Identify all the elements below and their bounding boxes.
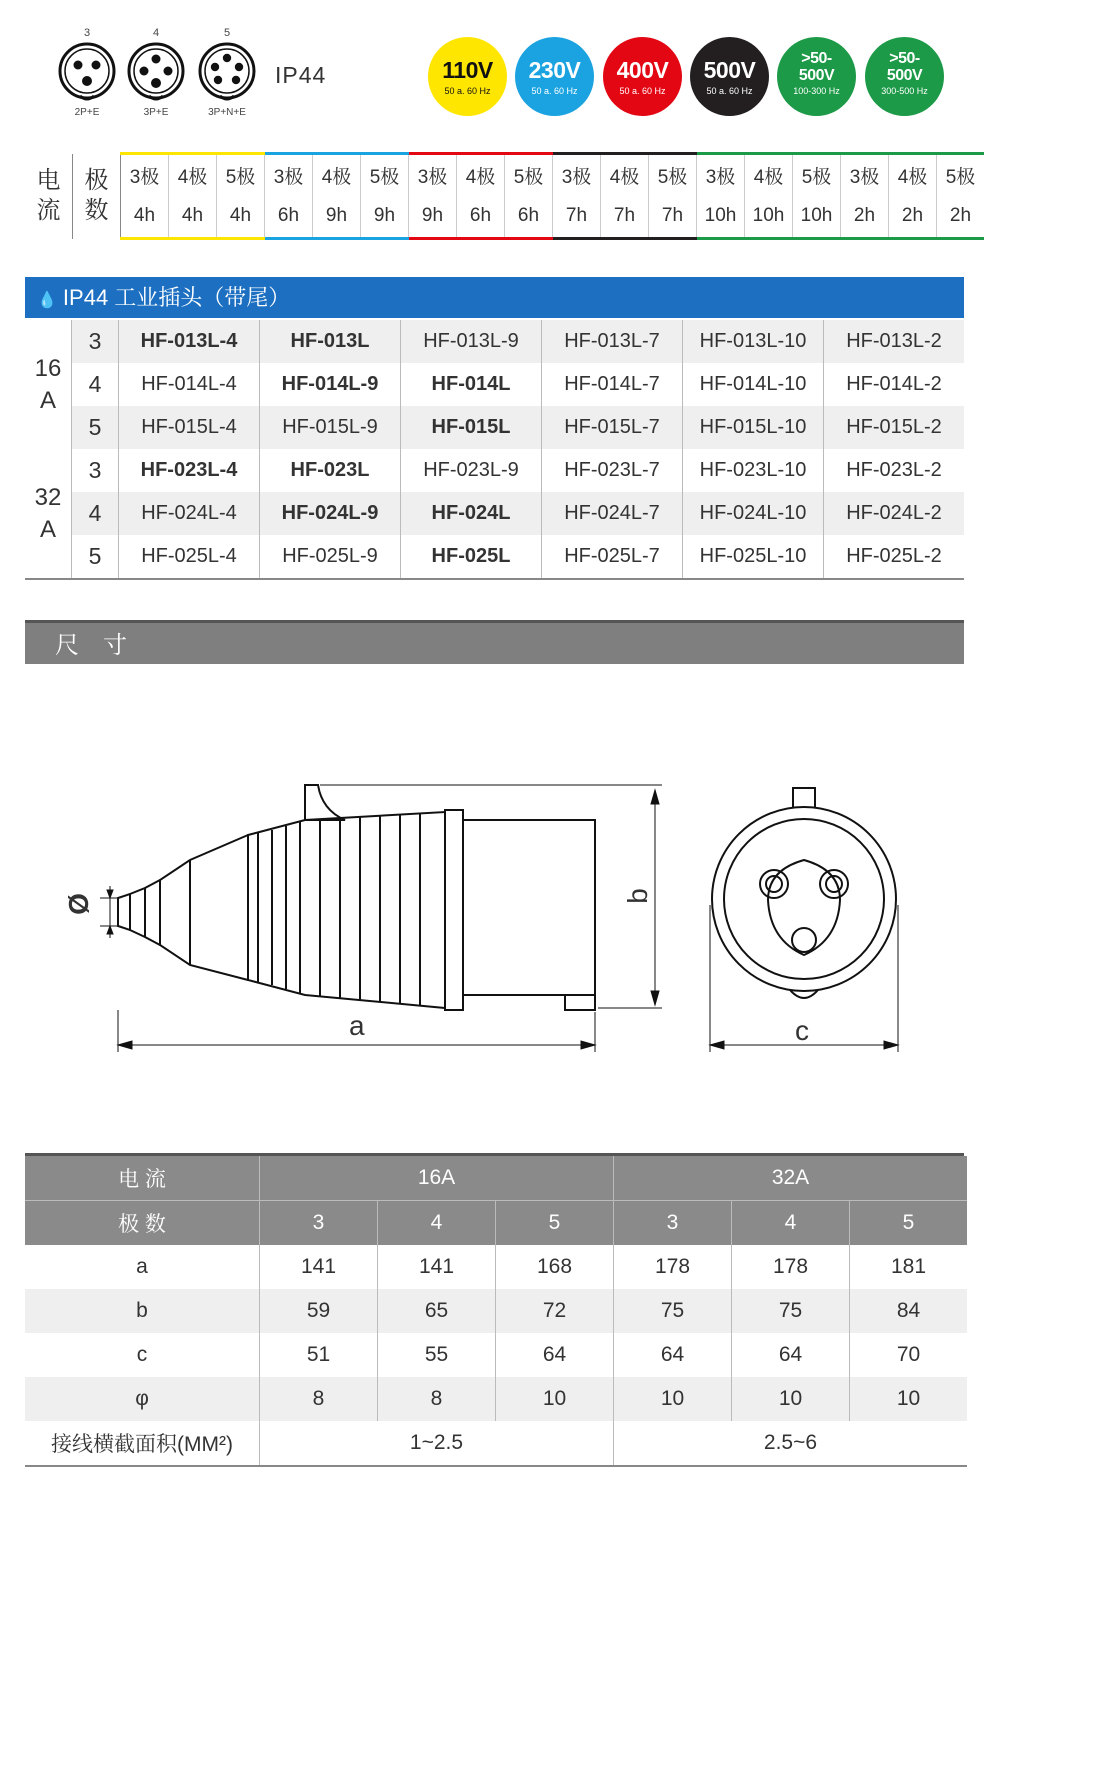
section-header-dimensions [25,620,964,664]
value-cell: 10 [732,1377,850,1421]
frequency-label: 50 a. 60 Hz [706,86,753,96]
pole-header: 5 [496,1201,614,1246]
model-cell: HF-024L-2 [824,492,965,535]
hour-cell: 2h [889,195,937,239]
row-label: b [25,1289,260,1333]
voltage-label: 230V [528,57,581,83]
value-cell: 51 [306,1343,331,1366]
hour-cell: 7h [601,195,649,239]
ip-rating: IP44 [275,62,327,88]
hour-cell: 9h [313,195,361,239]
pole-count: 3 [72,449,119,492]
table-row [25,363,964,406]
plug-tail [118,880,160,945]
pole-cell: 3极 [121,154,169,196]
pin-5 [187,26,267,118]
voltage-400v [603,37,682,116]
value-cell: 141 [300,1255,337,1278]
model-cell: HF-014L-2 [824,363,965,406]
value-cell: 8 [260,1377,378,1421]
pole-cell: 3极 [697,154,745,196]
pin-caption: 2P+E [74,107,100,118]
frequency-label: 50 a. 60 Hz [444,86,491,96]
model-cell: HF-023L [260,449,401,492]
hour-cell: 9h [409,195,457,239]
wire-label: 接线横截面积(MM²) [25,1421,260,1466]
table-row [25,1245,967,1289]
voltage-label: 400V [616,57,669,83]
pole-header: 4 [732,1201,850,1246]
model-cell: HF-023L-2 [824,449,965,492]
hour-cell: 9h [361,195,409,239]
pole-cell: 3极 [841,154,889,196]
model-cell: HF-015L-9 [260,406,401,449]
model-table [25,320,964,580]
value-cell: 8 [378,1377,496,1421]
pole-cell: 4极 [601,154,649,196]
hour-cell: 7h [649,195,697,239]
dim-label-a: a [349,1010,365,1041]
pin-count: 5 [223,27,231,39]
voltage-label: 110V [442,57,493,83]
pole-cell: 4极 [457,154,505,196]
hour-cell: 10h [745,195,793,239]
table-row [25,535,964,579]
value-cell: 64 [732,1333,850,1377]
model-cell: HF-013L-9 [401,320,542,363]
frequency-label: 300-500 Hz [881,86,928,96]
pin-count: 3 [83,27,91,39]
pole-cell: 4极 [169,154,217,196]
row-label: a [25,1245,260,1289]
model-cell: HF-025L-4 [119,535,260,579]
header-16a: 16A [260,1156,614,1201]
section-title: 尺 寸 [55,632,127,659]
pole-header: 4 [378,1201,496,1246]
voltage-230v [515,37,594,116]
model-cell: HF-013L-2 [824,320,965,363]
row-label: c [25,1333,260,1377]
frequency-label: 50 a. 60 Hz [619,86,666,96]
model-cell: HF-013L-7 [542,320,683,363]
pole-cell: 3极 [265,154,313,196]
model-cell: HF-013L [260,320,401,363]
section-header-models [25,277,964,318]
value-cell: 141 [378,1245,496,1289]
dim-label-c: c [795,1015,809,1046]
hour-cell: 7h [553,195,601,239]
section-title: IP44 工业插头（带尾） [62,285,291,310]
value-cell: 72 [496,1289,614,1333]
pole-header: 5 [850,1201,968,1246]
pole-cell: 4极 [745,154,793,196]
model-cell: HF-023L-4 [119,449,260,492]
model-cell: HF-025L-10 [683,535,824,579]
model-cell: HF-023L-9 [401,449,542,492]
value-cell: 55 [378,1333,496,1377]
hour-cell: 6h [265,195,313,239]
hour-cell: 10h [793,195,841,239]
pole-count: 3 [72,320,119,363]
value-cell: 65 [378,1289,496,1333]
pole-cell: 4极 [889,154,937,196]
table-row [25,1377,967,1421]
hour-cell: 6h [505,195,553,239]
frequency-label: 50 a. 60 Hz [531,86,578,96]
model-cell: HF-025L [401,535,542,579]
model-cell: HF-015L-4 [119,406,260,449]
plug-cone [160,835,248,980]
plug-key [565,995,595,1010]
pole-header: 3 [614,1201,732,1246]
value-cell: 75 [732,1289,850,1333]
table-row [25,320,964,363]
pole-cell: 3极 [553,154,601,196]
model-cell: HF-024L [401,492,542,535]
amp-label [25,449,72,579]
wire-32a: 2.5~6 [614,1421,968,1466]
plug-body [463,820,595,995]
value-cell: 178 [614,1245,732,1289]
value-cell: 64 [496,1333,614,1377]
dim-label-phi: Ø [62,893,94,915]
droplet-icon: 💧 [37,292,57,309]
value-cell: 178 [732,1245,850,1289]
hour-cell: 10h [697,195,745,239]
hour-cell: 2h [841,195,889,239]
amp-text: 32 A [34,483,62,543]
model-cell: HF-015L-2 [824,406,965,449]
hour-cell: 4h [217,195,265,239]
voltage-50-500v-high [865,37,944,116]
pin-3 [47,26,127,118]
pole-cell: 5极 [649,154,697,196]
model-cell: HF-015L-10 [683,406,824,449]
voltage-label: 500V [703,57,756,83]
hour-cell: 4h [121,195,169,239]
dim-label-b: b [621,888,653,904]
voltage-110v [428,37,507,116]
front-top-key [793,788,815,808]
table-row [25,449,964,492]
pole-cell: 5极 [505,154,553,196]
pin-caption: 3P+N+E [208,107,246,118]
amp-text: 16 A [34,354,62,414]
model-cell: HF-024L-9 [260,492,401,535]
socket-4pin-icon [125,40,187,102]
plug-lug [305,785,345,820]
table-row [25,1333,967,1377]
model-cell: HF-014L-4 [119,363,260,406]
model-cell: HF-025L-2 [824,535,965,579]
pole-count: 5 [72,406,119,449]
table-row [25,1421,967,1466]
model-cell: HF-024L-10 [683,492,824,535]
socket-3pin-icon [56,40,118,102]
model-cell: HF-014L [401,363,542,406]
wire-16a: 1~2.5 [409,1431,464,1454]
model-cell: HF-025L-7 [542,535,683,579]
voltage-label: >50-500V [798,50,835,84]
pole-cell: 5极 [361,154,409,196]
value-cell: 59 [260,1289,378,1333]
pin-caption: 3P+E [143,107,169,118]
pin-4 [116,26,196,118]
table-row [25,406,964,449]
pole-cell: 5极 [793,154,841,196]
model-cell: HF-025L-9 [260,535,401,579]
model-cell: HF-013L-10 [683,320,824,363]
front-outer-ring [712,807,896,991]
value-cell: 64 [614,1333,732,1377]
value-cell: 168 [496,1245,614,1289]
hours-table [25,152,984,240]
value-cell: 84 [850,1289,968,1333]
value-cell: 181 [850,1245,968,1289]
hour-cell: 2h [937,195,985,239]
pole-header: 3 [260,1201,378,1246]
pole-count: 4 [72,492,119,535]
voltage-500v [690,37,769,116]
hour-cell: 6h [457,195,505,239]
header-poles: 极 数 [25,1201,260,1246]
table-row [25,1289,967,1333]
value-cell: 75 [614,1289,732,1333]
model-cell: HF-014L-7 [542,363,683,406]
model-cell: HF-024L-4 [119,492,260,535]
value-cell: 10 [614,1377,732,1421]
model-cell: HF-014L-10 [683,363,824,406]
label-current: 电流 [25,154,73,239]
plug-flange [445,810,463,1010]
model-cell: HF-015L-7 [542,406,683,449]
model-cell: HF-013L-4 [119,320,260,363]
model-cell: HF-024L-7 [542,492,683,535]
pole-cell: 5极 [217,154,265,196]
model-cell: HF-023L-7 [542,449,683,492]
hour-cell: 4h [169,195,217,239]
pin-count: 4 [152,27,160,39]
pole-count: 5 [72,535,119,579]
value-cell: 70 [850,1333,968,1377]
voltage-50-500v-low [777,37,856,116]
voltage-label: >50-500V [886,50,923,84]
value-cell: 10 [850,1377,968,1421]
amp-label [25,320,72,449]
value-cell: 10 [496,1377,614,1421]
header-current: 电 流 [25,1156,260,1201]
pole-count: 4 [72,363,119,406]
table-row [25,1156,967,1201]
pole-cell: 5极 [937,154,985,196]
row-label: φ [25,1377,260,1421]
socket-5pin-icon [196,40,258,102]
pole-cell: 4极 [313,154,361,196]
front-pin-mount [768,860,840,955]
plug-sleeve [248,812,445,1008]
frequency-label: 100-300 Hz [793,86,840,96]
model-cell: HF-014L-9 [260,363,401,406]
pole-cell: 3极 [409,154,457,196]
table-row [25,1201,967,1246]
plug-drawing [0,740,1000,1070]
model-cell: HF-015L [401,406,542,449]
dimensions-table [25,1156,967,1467]
table-row [25,492,964,535]
header-32a: 32A [614,1156,968,1201]
model-cell: HF-023L-10 [683,449,824,492]
label-poles: 极数 [73,154,121,239]
